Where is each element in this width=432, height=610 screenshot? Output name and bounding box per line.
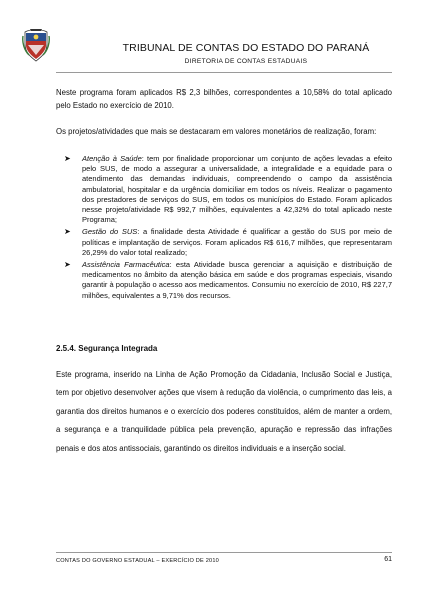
header-title: TRIBUNAL DE CONTAS DO ESTADO DO PARANÁ: [122, 42, 370, 54]
page-number: 61: [384, 556, 392, 563]
arrow-bullet-icon: ➤: [64, 227, 71, 237]
list-item: [64, 260, 392, 301]
header-subtitle: DIRETORIA DE CONTAS ESTADUAIS: [184, 58, 308, 65]
arrow-bullet-icon: ➤: [64, 154, 71, 163]
paragraph-2: Os projetos/atividades que mais se destacaram em valores monetários de realização, foram:: [56, 127, 377, 136]
parana-coat-of-arms-icon: [22, 28, 50, 62]
header-divider: [56, 72, 392, 73]
arrow-bullet-icon: ➤: [64, 260, 71, 270]
footer-caption: CONTAS DO GOVERNO ESTADUAL – EXERCÍCIO DE 2010: [56, 558, 219, 564]
list-item-term: Gestão do SUS: [82, 227, 138, 237]
section-heading: 2.5.4. Segurança Integrada: [56, 344, 158, 353]
footer-divider: [56, 552, 392, 553]
highlight-list: [64, 154, 392, 303]
list-item: [64, 227, 392, 258]
list-item-term: Assistência Farmacêutica: [82, 260, 170, 270]
list-item-text: : tem por finalidade proporcionar um conjunto de ações levadas a efeito pelo SUS, de modo a assegurar a universalidade, a integralidade e a equidade para o atendimento das demandas individuais, compreendendo o campo da assistência ambulatorial, hospitalar e da urgência domiciliar em todos os níveis. Realizar o pagamento dos prestadores de serviços do SUS, em todos os municípios do Estado. Foram aplicados nesse projeto/atividade R$ 992,7 milhões, equivalentes a 42,32% do total aplicado neste Programa;: [82, 154, 392, 225]
list-item-text: : esta Atividade busca gerenciar a aquisição e distribuição de medicamentos no âmbito da atenção básica em saúde e dos programas especiais, visando garantir à população o acesso aos medicamentos. Consumiu no exercício de 2010, R$ 227,7 milhões, equivalentes a 9,71% dos recursos.: [82, 260, 393, 300]
list-item-term: Atenção à Saúde: [82, 154, 142, 163]
paragraph-1: Neste programa foram aplicados R$ 2,3 bilhões, correspondentes a 10,58% do total aplicado pelo Estado no exercício de 2010.: [56, 88, 392, 110]
list-item-text: : a finalidade desta Atividade é qualificar a gestão do SUS por meio de políticas e implantação de serviços. Foram aplicados R$ 616,7 milhões, que representaram 26,29% do valor total realizado;: [82, 227, 392, 257]
list-item: [64, 154, 392, 225]
paragraph-3: Este programa, inserido na Linha de Ação Promoção da Cidadania, Inclusão Social e Justiça, tem por objetivo desenvolver ações que visem à redução da violência, o cumprimento das leis, a garantia dos direitos humanos e o exercício dos poderes constituídos, além de manter a ordem, a segurança e a tranquilidade pública pela prevenção, apuração e repressão das infrações penais e dos atos antissociais, garantindo os direitos individuais e a inserção social.: [56, 370, 392, 453]
